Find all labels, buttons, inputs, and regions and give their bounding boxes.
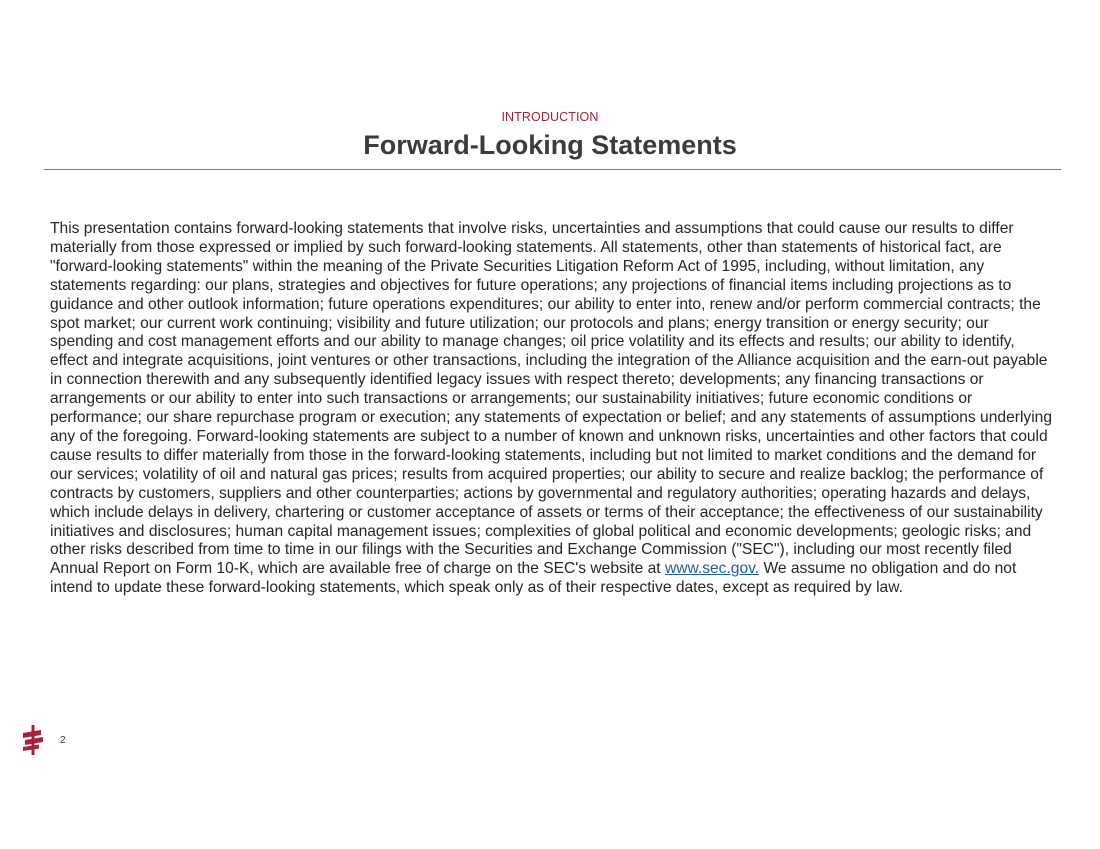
- page-number: 2: [60, 735, 66, 746]
- page-title: Forward-Looking Statements: [363, 130, 737, 160]
- logo-stripe-bottom: [23, 745, 39, 752]
- disclaimer-text-tail: We assume no obligation and do not intend to update these forward-looking statements, which speak only as of their respective dates, except as required by law.: [50, 560, 1017, 597]
- disclaimer-text-main: This presentation contains forward-looking statements that involve risks, uncertainties and assumptions that could cause our results to differ materially from those expressed or implied by such forward-looking statements. All statements, other than statements of historical fact, are "forward-looking statements" within the meaning of the Private Securities Litigation Reform Act of 1995, including, without limitation, any statements regarding: our plans, strategies and objectives for future operations; any projections of financial items including projections as to guidance and other outlook information; future operations expenditures; our ability to enter into, renew and/or perform commercial contracts; the spot market; our current work continuing; visibility and future utilization; our protocols and plans; energy transition or energy security; our spending and cost management efforts and our ability to manage changes; oil price volatility and its effects and results; our ability to identify, effect and integrate acquisitions, joint ventures or other transactions, including the integration of the Alliance acquisition and the earn-out payable in connection therewith and any subsequently identified legacy issues with respect thereto; developments; any financing transactions or arrangements or our ability to enter into such transactions or arrangements; our sustainability initiatives; future economic conditions or performance; our share repurchase program or execution; any statements of expectation or belief; and any statements of assumptions underlying any of the foregoing. Forward-looking statements are subject to a number of known and unknown risks, uncertainties and other factors that could cause results to differ materially from those in the forward-looking statements, including but not limited to market conditions and the demand for our services; volatility of oil and natural gas prices; results from acquired properties; our ability to secure and realize backlog; the performance of contracts by customers, suppliers and other counterparties; actions by governmental and regulatory authorities; operating hazards and delays, which include delays in delivery, chartering or customer acceptance of assets or terms of their acceptance; the effectiveness of our sustainability initiatives and disclosures; human capital management issues; complexities of global political and economic developments; geologic risks; and other risks described from time to time in our filings with the Securities and Exchange Commission ("SEC"), including our most recently filed Annual Report on Form 10-K, which are available free of charge on the SEC's website at: [50, 220, 1053, 578]
- section-label: INTRODUCTION: [501, 110, 599, 124]
- company-logo-icon: [21, 725, 45, 755]
- disclaimer-paragraph: [50, 220, 1052, 598]
- title-divider: [44, 169, 1061, 170]
- sec-website-link[interactable]: www.sec.gov.: [664, 560, 760, 578]
